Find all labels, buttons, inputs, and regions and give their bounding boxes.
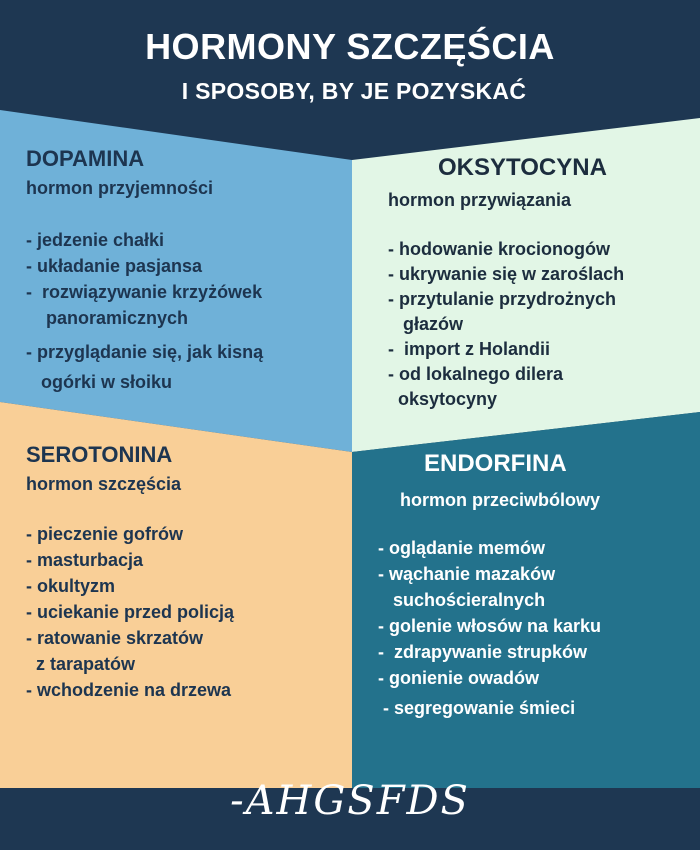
list-item: - uciekanie przed policją — [26, 602, 235, 622]
list-item: - układanie pasjansa — [26, 256, 203, 276]
endorfina-subtitle: hormon przeciwbólowy — [400, 490, 601, 510]
page-subtitle: I SPOSOBY, BY JE POZYSKAĆ — [181, 78, 527, 104]
list-item: - wchodzenie na drzewa — [26, 680, 232, 700]
list-item: - okultyzm — [26, 576, 116, 596]
list-item: panoramicznych — [26, 308, 189, 328]
dopamina-list — [26, 227, 263, 395]
list-item: z tarapatów — [26, 654, 136, 674]
list-item: - gonienie owadów — [378, 668, 539, 688]
serotonina-panel — [26, 442, 234, 703]
list-item: - oglądanie memów — [378, 538, 546, 558]
serotonina-list — [26, 521, 234, 703]
list-item: - ratowanie skrzatów — [26, 628, 204, 648]
list-item: - import z Holandii — [388, 339, 550, 359]
dopamina-panel — [26, 146, 263, 395]
serotonina-title: SEROTONINA — [26, 442, 173, 467]
dopamina-subtitle: hormon przyjemności — [26, 178, 214, 198]
list-item: - zdrapywanie strupków — [378, 642, 588, 662]
author-signature: -AHGSFDS — [230, 778, 470, 824]
endorfina-list — [378, 535, 601, 721]
list-item: - segregowanie śmieci — [378, 698, 576, 718]
list-item: - rozwiązywanie krzyżówek — [26, 282, 263, 302]
dopamina-title: DOPAMINA — [26, 146, 145, 171]
list-item: - pieczenie gofrów — [26, 524, 184, 544]
oksytocyna-subtitle: hormon przywiązania — [388, 190, 572, 210]
list-item: ogórki w słoiku — [26, 372, 173, 392]
list-item: - od lokalnego dilera — [388, 364, 564, 384]
endorfina-title: ENDORFINA — [424, 450, 567, 477]
list-item: - ukrywanie się w zaroślach — [388, 264, 625, 284]
serotonina-subtitle: hormon szczęścia — [26, 474, 182, 494]
list-item: - masturbacja — [26, 550, 144, 570]
oksytocyna-title: OKSYTOCYNA — [438, 154, 607, 181]
list-item: - hodowanie krocionogów — [388, 239, 610, 259]
page-title: HORMONY SZCZĘŚCIA — [145, 26, 555, 67]
list-item: - przytulanie przydrożnych — [388, 289, 617, 309]
oksytocyna-panel — [388, 154, 624, 412]
list-item: - wąchanie mazaków — [378, 564, 556, 584]
endorfina-panel — [378, 450, 601, 721]
list-item: głazów — [388, 314, 464, 334]
list-item: - golenie włosów na karku — [378, 616, 602, 636]
list-item: suchościeralnych — [378, 590, 546, 610]
list-item: - jedzenie chałki — [26, 230, 165, 250]
list-item: - przyglądanie się, jak kisną — [26, 342, 264, 362]
oksytocyna-list — [388, 237, 624, 412]
list-item: oksytocyny — [388, 389, 498, 409]
